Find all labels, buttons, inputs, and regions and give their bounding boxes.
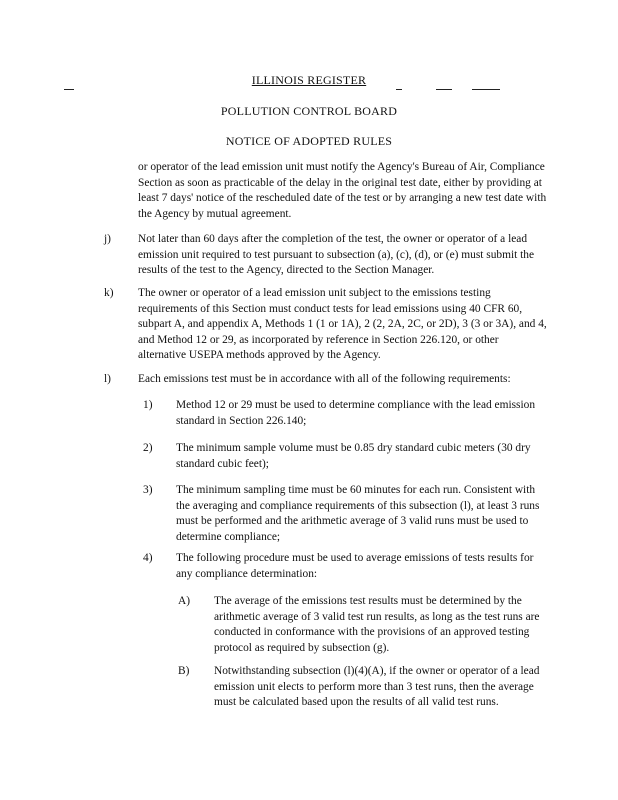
item-1-label: 1) [143, 399, 153, 411]
intro-paragraph: or operator of the lead emission unit must notify the Agency's Bureau of Air, Compliance Section as soon as practicable of the delay in the original test date, either by providing at least 7 days' notice of the rescheduled date of the test or by arranging a new test date with the Agency by mutual agreement. [138, 161, 547, 220]
board-title: POLLUTION CONTROL BOARD [220, 104, 398, 118]
header-rule-right-1 [396, 89, 402, 90]
item-4-text: The following procedure must be used to average emissions of tests results for any compliance determination: [176, 552, 534, 580]
header-rule-right-2 [436, 89, 452, 90]
notice-title: NOTICE OF ADOPTED RULES [225, 134, 393, 148]
item-3-label: 3) [143, 484, 153, 496]
section-k-text: The owner or operator of a lead emission unit subject to the emissions testing requirements of this Section must conduct tests for lead emissions using 40 CFR 60, subpart A, and appendix A, Methods 1 (1 or 1A), 2 (2, 2A, 2C, or 2D), 3 (3 or 3A), and 4, and Method 12 or 29, as incorporated by reference in Section 226.120, or other alternative USEPA methods approved by the Agency. [138, 287, 547, 362]
section-l-label: l) [104, 373, 111, 385]
section-l-text: Each emissions test must be in accordance with all of the following requirements: [138, 373, 511, 385]
item-2-label: 2) [143, 442, 153, 454]
section-k-label: k) [104, 287, 114, 299]
sub-item-b-text: Notwithstanding subsection (l)(4)(A), if the owner or operator of a lead emission unit elects to perform more than 3 test runs, then the average must be calculated based upon the results of all valid test runs. [214, 665, 540, 709]
section-j-label: j) [104, 233, 111, 245]
sub-item-a-label: A) [178, 595, 191, 607]
register-title: ILLINOIS REGISTER [251, 73, 367, 87]
header-rule-left [64, 89, 74, 90]
item-2-text: The minimum sample volume must be 0.85 dry standard cubic meters (30 dry standard cubic feet); [176, 442, 531, 470]
section-j-text: Not later than 60 days after the completion of the test, the owner or operator of a lead emission unit required to test pursuant to subsection (a), (c), (d), or (e) must submit the results of the test to the Agency, directed to the Section Manager. [138, 233, 535, 277]
sub-item-b-label: B) [178, 665, 190, 677]
item-1-text: Method 12 or 29 must be used to determine compliance with the lead emission standard in Section 226.140; [176, 399, 536, 427]
sub-item-a-text: The average of the emissions test results must be determined by the arithmetic average of 3 valid test run results, as long as the test runs are conducted in conformance with the provisions of an approved testing protocol as required by subsection (g). [214, 595, 540, 654]
item-4-label: 4) [143, 552, 153, 564]
header-rule-right-3 [472, 89, 500, 90]
item-3-text: The minimum sampling time must be 60 minutes for each run. Consistent with the averaging and compliance requirements of this subsection (l), at least 3 runs must be performed and the arithmetic average of 3 valid runs must be used to determine compliance; [176, 484, 540, 543]
